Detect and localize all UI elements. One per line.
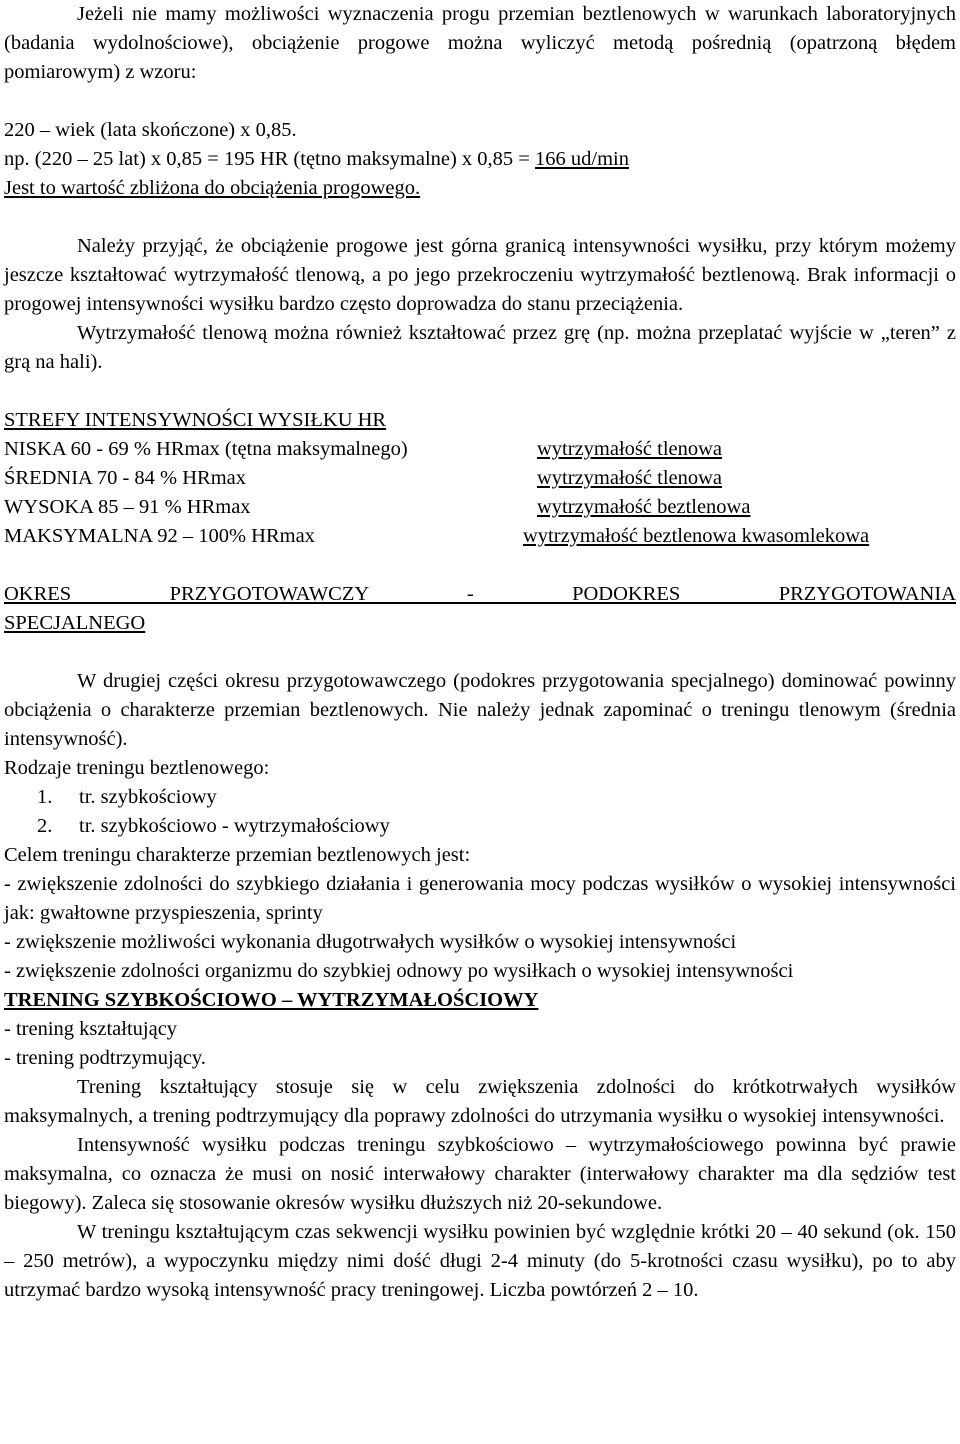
speed-kind: - trening podtrzymujący. — [4, 1047, 206, 1069]
types-list — [4, 783, 956, 841]
spacer — [4, 87, 956, 116]
zone-range: ŚREDNIA 70 - 84 % HRmax — [4, 467, 247, 489]
zone-row — [4, 435, 956, 464]
speed-paragraph: Intensywność wysiłku podczas treningu szybkościowo – wytrzymałościowego powinna być prawie maksymalna, co oznacza że musi on nosić interwałowy charakter (interwałowy charakter ma dla sędziów test biegowy). Zaleca się stosowanie okresów wysiłku dłuższych niż 20-sekundowe. — [4, 1134, 956, 1214]
zone-range: WYSOKA 85 – 91 % HRmax — [4, 496, 251, 518]
list-label: tr. szybkościowy — [79, 786, 217, 808]
goal-item: - zwiększenie zdolności do szybkiego działania i generowania mocy podczas wysiłków o wysokiej intensywności jak: gwałtowne przyspieszenia, sprinty — [4, 873, 956, 924]
spacer — [4, 203, 956, 232]
list-number: 1. — [37, 786, 53, 808]
list-label: tr. szybkościowo - wytrzymałościowy — [79, 815, 390, 837]
goal-label: Celem treningu charakterze przemian beztlenowych jest: — [4, 844, 471, 866]
goal-item: - zwiększenie zdolności organizmu do szybkiej odnowy po wysiłkach o wysokiej intensywności — [4, 960, 794, 982]
goal-item: - zwiększenie możliwości wykonania długotrwałych wysiłków o wysokiej intensywności — [4, 931, 737, 953]
speed-kind: - trening kształtujący — [4, 1018, 178, 1040]
zone-row — [4, 493, 956, 522]
zone-type: wytrzymałość beztlenowa — [537, 496, 751, 518]
formula-line: 220 – wiek (lata skończone) x 0,85. — [4, 119, 297, 141]
period-paragraph: W drugiej części okresu przygotowawczego (podokres przygotowania specjalnego) dominować powinny obciążenia o charakterze przemian beztlenowych. Nie należy jednak zapominać o treningu tlenowym (średnia intensywność). — [4, 670, 956, 750]
zone-row — [4, 464, 956, 493]
intro-paragraph: Jeżeli nie mamy możliwości wyznaczenia progu przemian beztlenowych w warunkach laboratoryjnych (badania wydolnościowe), obciążenie progowe można wyliczyć metodą pośrednią (opatrzoną błędem pomiarowym) z wzoru: — [4, 3, 956, 83]
list-number: 2. — [37, 815, 53, 837]
approx-note: Jest to wartość zbliżona do obciążenia progowego. — [4, 177, 421, 199]
speed-paragraph: Trening kształtujący stosuje się w celu zwiększenia zdolności do krótkotrwałych wysiłków maksymalnych, a trening podtrzymujący dla poprawy zdolności do utrzymania wysiłku o wysokiej intensywności. — [4, 1076, 956, 1127]
zone-row — [4, 522, 956, 551]
spacer — [4, 377, 956, 406]
speed-heading: TRENING SZYBKOŚCIOWO – WYTRZYMAŁOŚCIOWY — [4, 989, 539, 1011]
example-text: np. (220 – 25 lat) x 0,85 = 195 HR (tętno maksymalne) x 0,85 = — [4, 148, 535, 170]
zones-heading: STREFY INTENSYWNOŚCI WYSIŁKU HR — [4, 409, 387, 431]
zone-type: wytrzymałość tlenowa — [537, 467, 723, 489]
zone-range: MAKSYMALNA 92 – 100% HRmax — [4, 525, 315, 547]
spacer — [4, 551, 956, 580]
zone-type: wytrzymałość tlenowa — [537, 438, 723, 460]
threshold-paragraph: Należy przyjąć, że obciążenie progowe jest górna granicą intensywności wysiłku, przy którym możemy jeszcze kształtować wytrzymałość tlenową, a po jego przekroczeniu wytrzymałość beztlenową. Brak informacji o progowej intensywności wysiłku bardzo często doprowadza do stanu przeciążenia. — [4, 235, 956, 315]
example-result: 166 ud/min — [535, 148, 629, 170]
period-heading: OKRES PRZYGOTOWAWCZY - PODOKRES PRZYGOTOWANIA — [4, 583, 956, 605]
period-heading-cont: SPECJALNEGO — [4, 612, 146, 634]
list-item — [4, 812, 956, 841]
example-line — [4, 145, 956, 174]
zone-type: wytrzymałość beztlenowa kwasomlekowa — [523, 525, 870, 547]
speed-paragraph: W treningu kształtującym czas sekwencji wysiłku powinien być względnie krótki 20 – 40 sekund (ok. 150 – 250 metrów), a wypoczynku między nimi dość długi 2-4 minuty (do 5-krotności czasu wysiłku), po to aby utrzymać bardzo wysoką intensywność pracy treningowej. Liczba powtórzeń 2 – 10. — [4, 1221, 956, 1301]
spacer — [4, 638, 956, 667]
zone-range: NISKA 60 - 69 % HRmax (tętna maksymalnego) — [4, 438, 408, 460]
list-item — [4, 783, 956, 812]
game-paragraph: Wytrzymałość tlenową można również kształtować przez grę (np. można przeplatać wyjście w „teren” z grą na hali). — [4, 322, 956, 373]
types-label: Rodzaje treningu beztlenowego: — [4, 757, 270, 779]
